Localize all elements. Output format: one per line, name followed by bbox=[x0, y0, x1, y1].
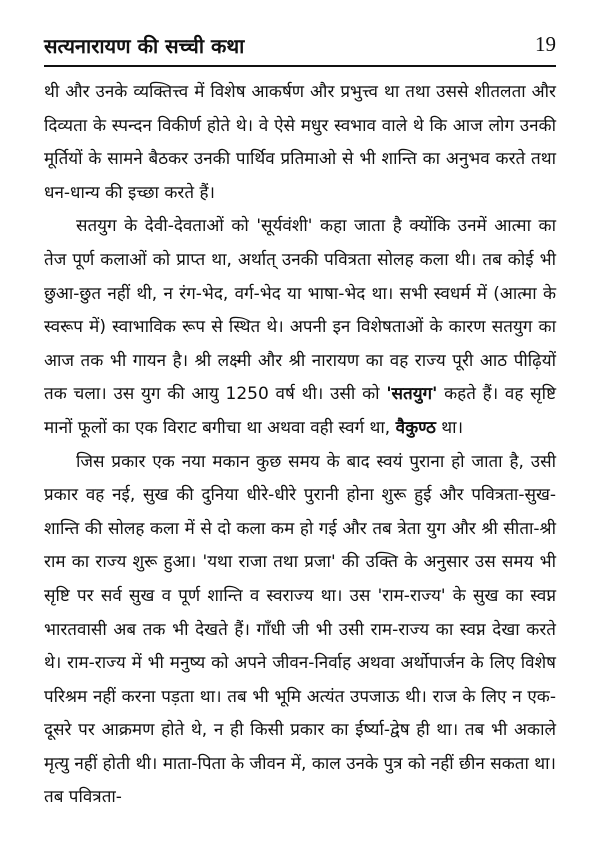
page-header bbox=[44, 30, 556, 66]
body-text bbox=[44, 76, 556, 815]
header-rule bbox=[44, 65, 556, 67]
paragraph-2-text-1: सतयुग के देवी-देवताओं को 'सूर्यवंशी' कहा जाता है क्योंकि उनमें आत्मा का तेज पूर्ण कलाओं को प्राप्त था, अर्थात् उनकी पवित्रता सोलह कला थी। तब कोई भी छुआ-छुत नहीं थी, न रंग-भेद, वर्ग-भेद या भाषा-भेद था। सभी स्वधर्म में (आत्मा के स्वरूप में) स्वाभाविक रूप से स्थित थे। अपनी इन विशेषताओं के कारण सतयुग का आज तक भी गायन है। श्री लक्ष्मी और श्री नारायण का वह राज्य पूरी आठ पीढ़ियों तक चला। उस युग की आयु 1250 वर्ष थी। उसी को bbox=[44, 216, 556, 405]
paragraph-2-text-3: था। bbox=[435, 417, 464, 438]
satyug-term: 'सतयुग' bbox=[386, 384, 438, 405]
paragraph-3: जिस प्रकार एक नया मकान कुछ समय के बाद स्वयं पुराना हो जाता है, उसी प्रकार वह नई, सुख की दुनिया धीरे-धीरे पुरानी होना शुरू हुई और पवित्रता-सुख-शान्ति की सोलह कला में से दो कला कम हो गई और तब त्रेता युग और श्री सीता-श्री राम का राज्य शुरू हुआ। 'यथा राजा तथा प्रजा' की उक्ति के अनुसार उस समय भी सृष्टि पर सर्व सुख व पूर्ण शान्ति व स्वराज्य था। उस 'राम-राज्य' के सुख का स्वप्न भारतवासी अब तक भी देखते हैं। गाँधी जी भी उसी राम-राज्य का स्वप्न देखा करते थे। राम-राज्य में भी मनुष्य को अपने जीवन-निर्वाह अथवा अर्थोपार्जन के लिए विशेष परिश्रम नहीं करना पड़ता था। तब भी भूमि अत्यंत उपजाऊ थी। राज के लिए न एक-दूसरे पर आक्रमण होते थे, न ही किसी प्रकार का ईर्ष्या-द्वेष ही था। तब भी अकाले मृत्यु नहीं होती थी। माता-पिता के जीवन में, काल उनके पुत्र को नहीं छीन सकता था। तब पवित्रता- bbox=[44, 451, 556, 808]
paragraph-2-text-2: कहते हैं। वह सृष्टि मानों फूलों का एक विराट बगीचा था अथवा वही स्वर्ग था, bbox=[44, 384, 556, 438]
page-number: 19 bbox=[535, 32, 556, 56]
vaikunth-term: वैकुण्ठ bbox=[395, 417, 436, 438]
paragraph-2 bbox=[44, 210, 556, 445]
paragraph-1: थी और उनके व्यक्तित्त्व में विशेष आकर्षण और प्रभुत्त्व था तथा उससे शीतलता और दिव्यता के स्पन्दन विकीर्ण होते थे। वे ऐसे मधुर स्वभाव वाले थे कि आज लोग उनकी मूर्तियों के सामने बैठकर उनकी पार्थिव प्रतिमाओ से भी शान्ति का अनुभव करते तथा धन-धान्य की इच्छा करते हैं। bbox=[44, 82, 556, 203]
running-title: सत्यनारायण की सच्ची कथा bbox=[44, 34, 245, 58]
